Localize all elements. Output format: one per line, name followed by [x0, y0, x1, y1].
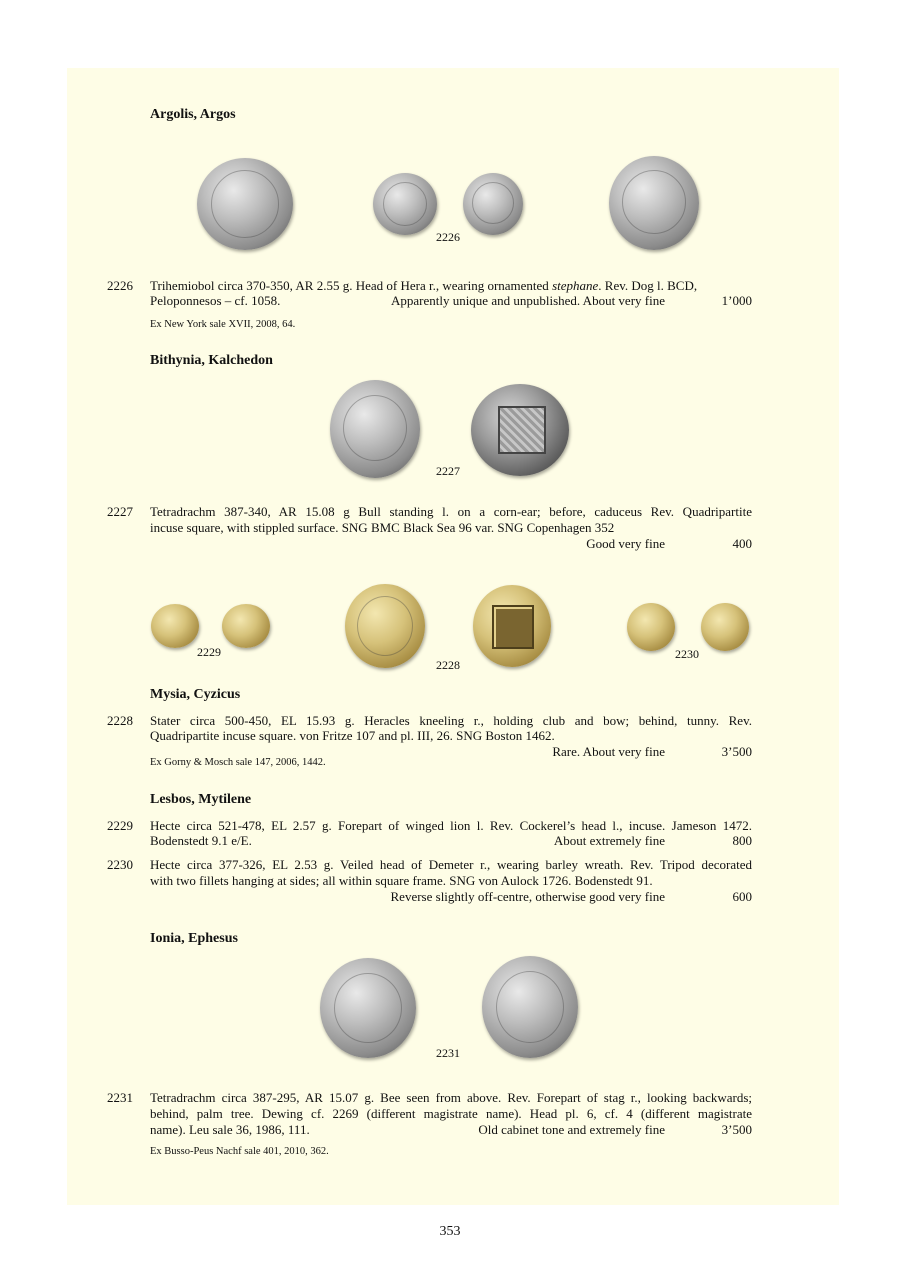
region-heading-argos: Argolis, Argos [150, 107, 236, 122]
lot-2230-description-line1: Hecte circa 377-326, EL 2.53 g. Veiled head of Demeter r., wearing barley wreath. Rev. Tripod decorated [150, 857, 752, 872]
coin-2227-reverse [471, 384, 569, 476]
region-heading-cyzicus: Mysia, Cyzicus [150, 687, 241, 702]
lot-number-2226: 2226 [107, 278, 133, 293]
lot-2226-description-line1: Trihemiobol circa 370-350, AR 2.55 g. Head of Hera r., wearing ornamented stephane. Rev. Dog l. BCD, [150, 278, 698, 293]
lot-2230-grade: Reverse slightly off-centre, otherwise good very fine [390, 889, 665, 904]
plate-label-2230: 2230 [675, 647, 699, 661]
coin-2229-obverse [151, 604, 199, 648]
lot-2228-description-line2: Quadripartite incuse square. von Fritze 107 and pl. III, 26. SNG Boston 1462. [150, 728, 555, 743]
coin-2230-reverse [701, 603, 749, 651]
lot-2227-description-line2: incuse square, with stippled surface. SNG BMC Black Sea 96 var. SNG Copenhagen 352 [150, 520, 615, 535]
lot-2231-description-line2: behind, palm tree. Dewing cf. 2269 (different magistrate name). Head pl. 6, cf. 4 (different magistrate [150, 1106, 752, 1121]
lot-2229-grade: About extremely fine [553, 833, 665, 848]
plate-label-2226: 2226 [436, 230, 460, 244]
lot-number-2231: 2231 [107, 1090, 133, 1105]
lot-2229-description-line2: Bodenstedt 9.1 e/E. About extremely fine 800 [150, 833, 752, 848]
lot-2226-provenance: Ex New York sale XVII, 2008, 64. [150, 319, 296, 330]
lot-2228-description-line1: Stater circa 500-450, EL 15.93 g. Heracles kneeling r., holding club and bow; behind, tunny. Rev. [150, 713, 752, 728]
coin-2230-obverse [627, 603, 675, 651]
lot-number-2230: 2230 [107, 857, 133, 872]
coin-2231-reverse [482, 956, 578, 1058]
plate-label-2227: 2227 [436, 464, 460, 478]
lot-2228-provenance: Ex Gorny & Mosch sale 147, 2006, 1442. [150, 757, 326, 768]
lot-2231-description-line1: Tetradrachm circa 387-295, AR 15.07 g. Bee seen from above. Rev. Forepart of stag r., looking backwards; [150, 1090, 752, 1105]
coin-2226-obverse-enlarged [197, 158, 293, 250]
lot-number-2229: 2229 [107, 818, 133, 833]
region-heading-kalchedon: Bithynia, Kalchedon [150, 353, 273, 368]
region-heading-ephesus: Ionia, Ephesus [150, 931, 238, 946]
lot-2227-grade: Good very fine [586, 536, 665, 551]
lot-number-2227: 2227 [107, 504, 133, 519]
lot-2229-description-line1: Hecte circa 521-478, EL 2.57 g. Forepart of winged lion l. Rev. Cockerel’s head l., incuse. Jameson 1472. [150, 818, 752, 833]
coin-2231-obverse [320, 958, 416, 1058]
coin-2226-reverse [463, 173, 523, 235]
lot-2226-description-line2: Peloponnesos – cf. 1058. Apparently unique and unpublished. About very fine 1’000 [150, 293, 752, 308]
lot-2231-provenance: Ex Busso-Peus Nachf sale 401, 2010, 362. [150, 1146, 329, 1157]
coin-2229-reverse [222, 604, 270, 648]
coin-2228-reverse [473, 585, 551, 667]
plate-label-2228: 2228 [436, 658, 460, 672]
lot-2226-grade: Apparently unique and unpublished. About very fine [390, 293, 665, 308]
lot-2227-description-line1: Tetradrachm 387-340, AR 15.08 g Bull standing l. on a corn-ear; before, caduceus Rev. Quadripartite [150, 504, 752, 519]
lot-2226-price: 1’000 [721, 293, 752, 308]
lot-2227-price: 400 [732, 536, 752, 551]
coin-2226-reverse-enlarged [609, 156, 699, 250]
plate-label-2229: 2229 [197, 645, 221, 659]
lot-2228-grade: Rare. About very fine [552, 744, 665, 759]
page-number: 353 [439, 1224, 461, 1239]
lot-2228-price: 3’500 [721, 744, 752, 759]
coin-2228-obverse [345, 584, 425, 668]
lot-2230-description-line2: with two fillets hanging at sides; all within square frame. SNG von Aulock 1726. Bodenstedt 91. [150, 873, 653, 888]
coin-2226-obverse [373, 173, 437, 235]
lot-number-2228: 2228 [107, 713, 133, 728]
coin-2227-obverse [330, 380, 420, 478]
lot-2231-description-line3: name). Leu sale 36, 1986, 111. Old cabinet tone and extremely fine 3’500 [150, 1122, 752, 1137]
lot-2231-price: 3’500 [721, 1122, 752, 1137]
plate-label-2231: 2231 [436, 1046, 460, 1060]
region-heading-mytilene: Lesbos, Mytilene [150, 792, 252, 807]
lot-2229-price: 800 [732, 833, 752, 848]
lot-2231-grade: Old cabinet tone and extremely fine [478, 1122, 665, 1137]
lot-2230-price: 600 [732, 889, 752, 904]
